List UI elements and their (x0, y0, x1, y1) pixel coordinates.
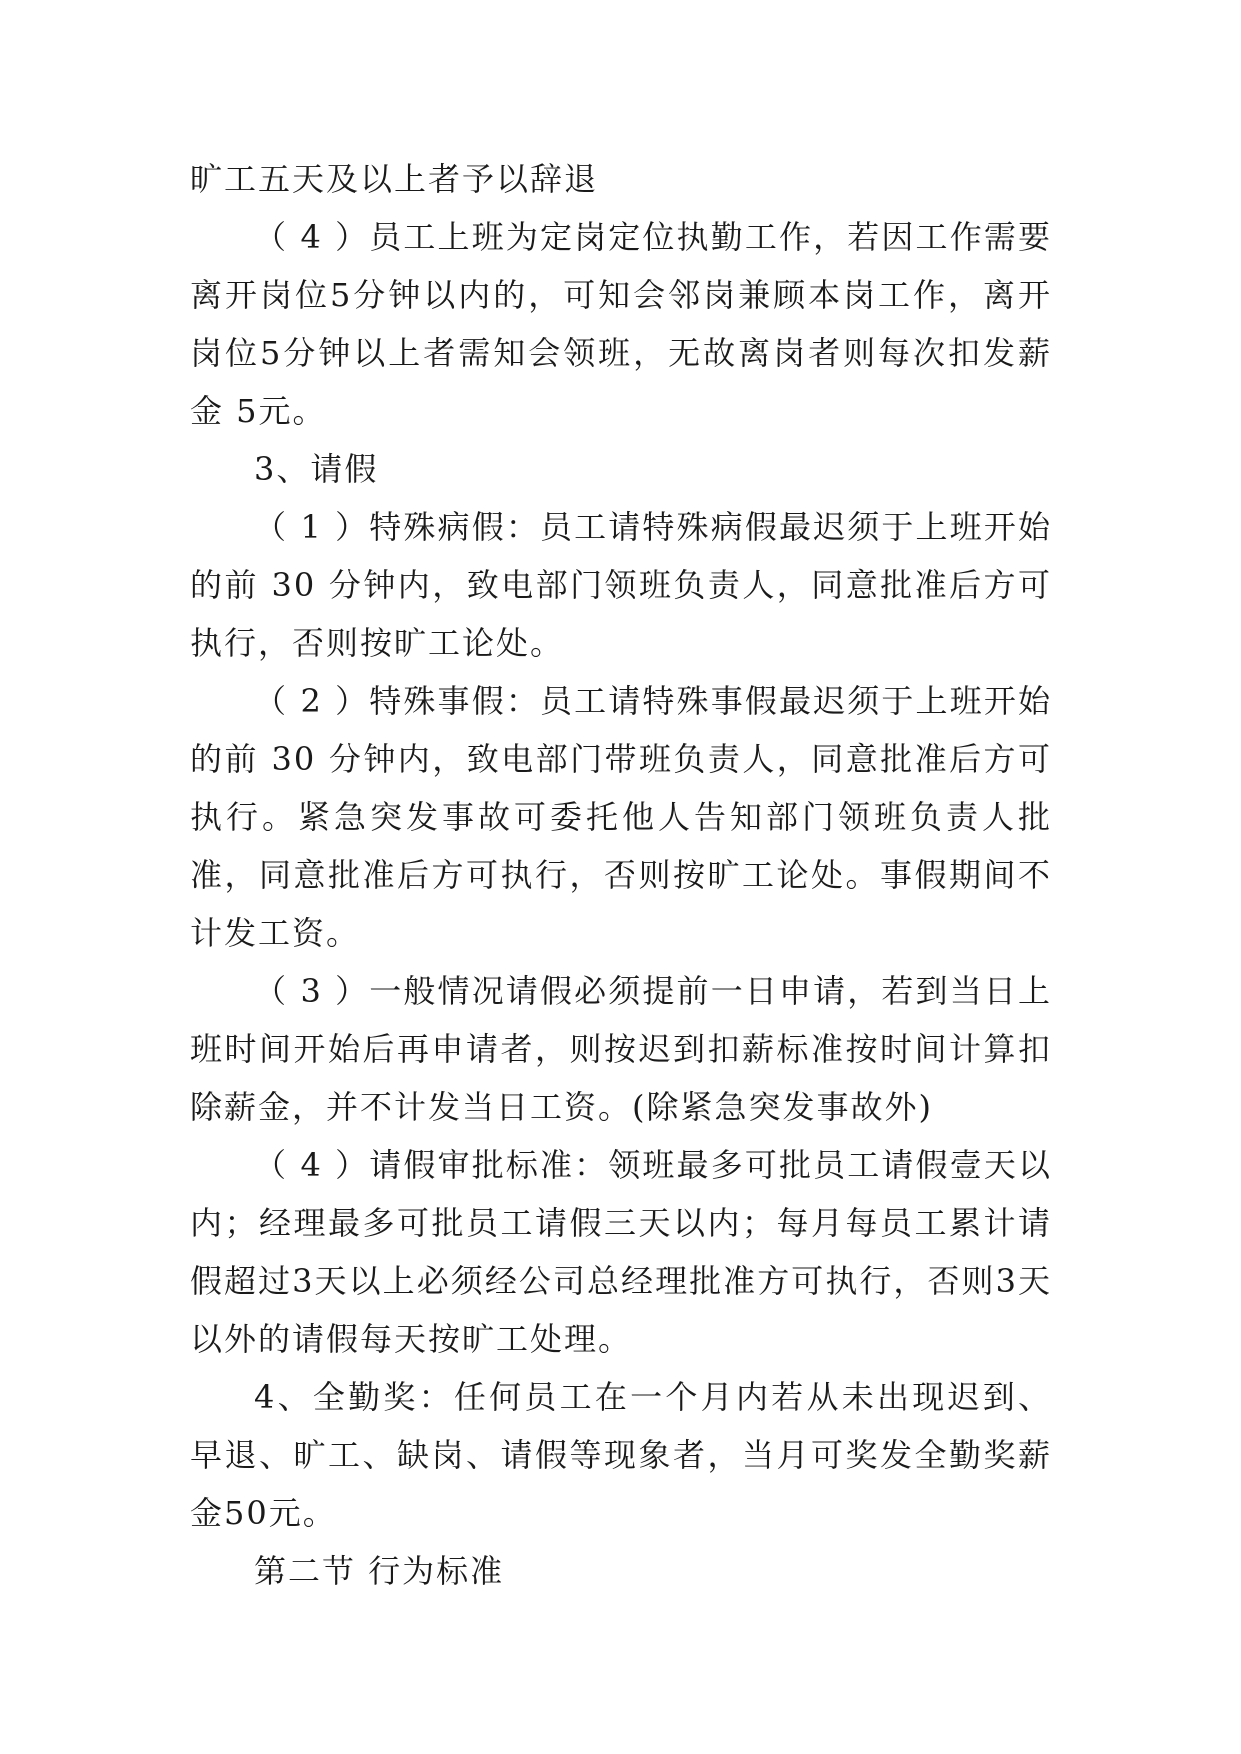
paragraph-sick-leave: （ 1 ）特殊病假：员工请特殊病假最迟须于上班开始的前 30 分钟内，致电部门领班负责人，同意批准后方可执行，否则按旷工论处。 (190, 508, 1052, 662)
paragraph-attendance-bonus: 4、全勤奖：任何员工在一个月内若从未出现迟到、早退、旷工、缺岗、请假等现象者，当月可奖发全勤奖薪金50元。 (190, 1378, 1052, 1532)
paragraph-absence-dismissal: 旷工五天及以上者予以辞退 (190, 160, 599, 198)
section-heading-leave: 3、请假 (254, 450, 379, 488)
paragraph-general-leave: （ 3 ）一般情况请假必须提前一日申请，若到当日上班时间开始后再申请者，则按迟到扣薪标准按时间计算扣除薪金，并不计发当日工资。(除紧急突发事故外) (190, 972, 1052, 1126)
section-heading-behavior: 第二节 行为标准 (254, 1552, 505, 1590)
paragraph-leaving-post: （ 4 ）员工上班为定岗定位执勤工作，若因工作需要离开岗位5分钟以内的，可知会邻岗兼顾本岗工作，离开岗位5分钟以上者需知会领班，无故离岗者则每次扣发薪金 5元。 (190, 218, 1052, 430)
document-body (190, 150, 1052, 1600)
paragraph-leave-approval: （ 4 ）请假审批标准：领班最多可批员工请假壹天以内；经理最多可批员工请假三天以内；每月每员工累计请假超过3天以上必须经公司总经理批准方可执行，否则3天以外的请假每天按旷工处理。 (190, 1146, 1052, 1358)
paragraph-personal-leave: （ 2 ）特殊事假：员工请特殊事假最迟须于上班开始的前 30 分钟内，致电部门带班负责人，同意批准后方可执行。紧急突发事故可委托他人告知部门领班负责人批准，同意批准后方可执行，否则按旷工论处。事假期间不计发工资。 (190, 682, 1052, 952)
